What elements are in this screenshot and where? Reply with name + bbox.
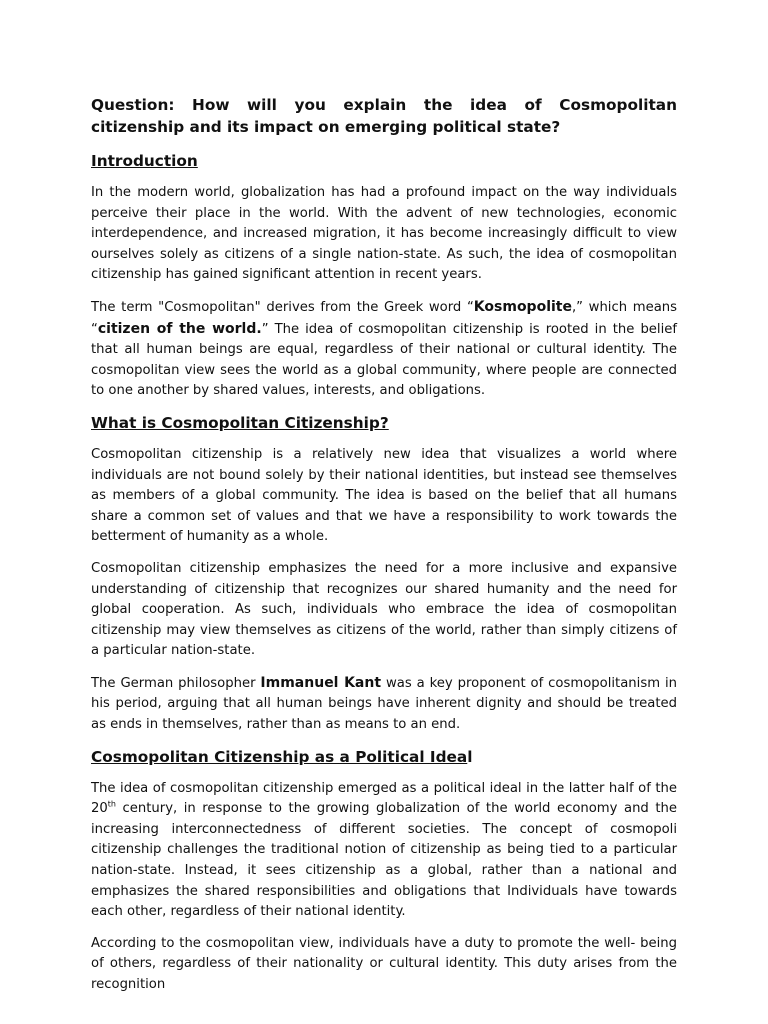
what-paragraph-1: Cosmopolitan citizenship is a relatively new idea that visualizes a world where individuals are not bound solely by their national identities, but instead see themselves as members of a global community. The idea is based on the belief that all humans share a common set of values and that we have a responsibility to work towards the betterment of humanity as a whole. bbox=[91, 446, 677, 545]
what-is-heading: What is Cosmopolitan Citizenship? bbox=[91, 413, 389, 432]
citizen-of-the-world-term: citizen of the world. bbox=[97, 320, 262, 337]
what-p3-text-b: was a key proponent of cosmopolitanism in his period, arguing that all human beings have inherent dignity and should be treated as ends in themselves, rather than as means to an end. bbox=[91, 675, 677, 733]
political-ideal-heading bbox=[91, 747, 677, 767]
intro-p2-text-c: ” The idea of cosmopolitan citizenship is rooted in the belief that all human beings are equal, regardless of their national or cultural identity. The cosmopolitan view sees the world as a global community, where people are connected to one another by shared values, interests, and obligations. bbox=[91, 321, 678, 399]
ideal-paragraph-1 bbox=[91, 779, 677, 923]
question-heading: Question: How will you explain the idea of Cosmopolitan citizenship and its impact on emerging political state? bbox=[91, 96, 677, 136]
political-ideal-heading-main: Cosmopolitan Citizenship as a Political Idea bbox=[91, 747, 468, 766]
what-paragraph-3 bbox=[91, 673, 677, 736]
kosmopolite-term: Kosmopolite bbox=[473, 298, 572, 315]
ideal-p1-text-a: The idea of cosmopolitan citizenship emerged as a political ideal in the latter half of the 20 bbox=[91, 780, 677, 817]
intro-paragraph-1: In the modern world, globalization has had a profound impact on the way individuals perceive their place in the world. With the advent of new technologies, economic interdependence, and increased migration, it has become increasingly difficult to view ourselves solely as citizens of a single nation-state. As such, the idea of cosmopolitan citizenship has gained significant attention in recent years. bbox=[91, 185, 677, 283]
ideal-paragraph-2: According to the cosmopolitan view, individuals have a duty to promote the well- being of others, regardless of their nationality or cultural identity. This duty arises from the recognition bbox=[91, 935, 677, 992]
ideal-p1-superscript: th bbox=[107, 799, 116, 809]
intro-p2-text-b: ,” which means “ bbox=[91, 299, 677, 337]
kant-name: Immanuel Kant bbox=[260, 674, 382, 691]
introduction-heading: Introduction bbox=[91, 152, 198, 170]
intro-p2-text-a: The term "Cosmopolitan" derives from the Greek word “ bbox=[91, 299, 474, 315]
political-ideal-heading-tail: l bbox=[467, 747, 473, 766]
ideal-p1-text-b: century, in response to the growing globalization of the world economy and the increasing interconnectedness of different societies. The concept of cosmopoli citizenship challenges the traditional notion of citizenship as being tied to a particular nation-state. Instead, it sees citizenship as a global, rather than a national and emphasizes the shared responsibilities and obligations that Individuals have towards each other, regardless of their national identity. bbox=[91, 801, 677, 920]
intro-paragraph-2 bbox=[91, 297, 677, 402]
what-p3-text-a: The German philosopher bbox=[91, 675, 261, 691]
what-paragraph-2: Cosmopolitan citizenship emphasizes the need for a more inclusive and expansive understanding of citizenship that recognizes our shared humanity and the need for global cooperation. As such, individuals who embrace the idea of cosmopolitan citizenship may view themselves as citizens of the world, rather than simply citizens of a particular nation-state. bbox=[91, 560, 677, 659]
